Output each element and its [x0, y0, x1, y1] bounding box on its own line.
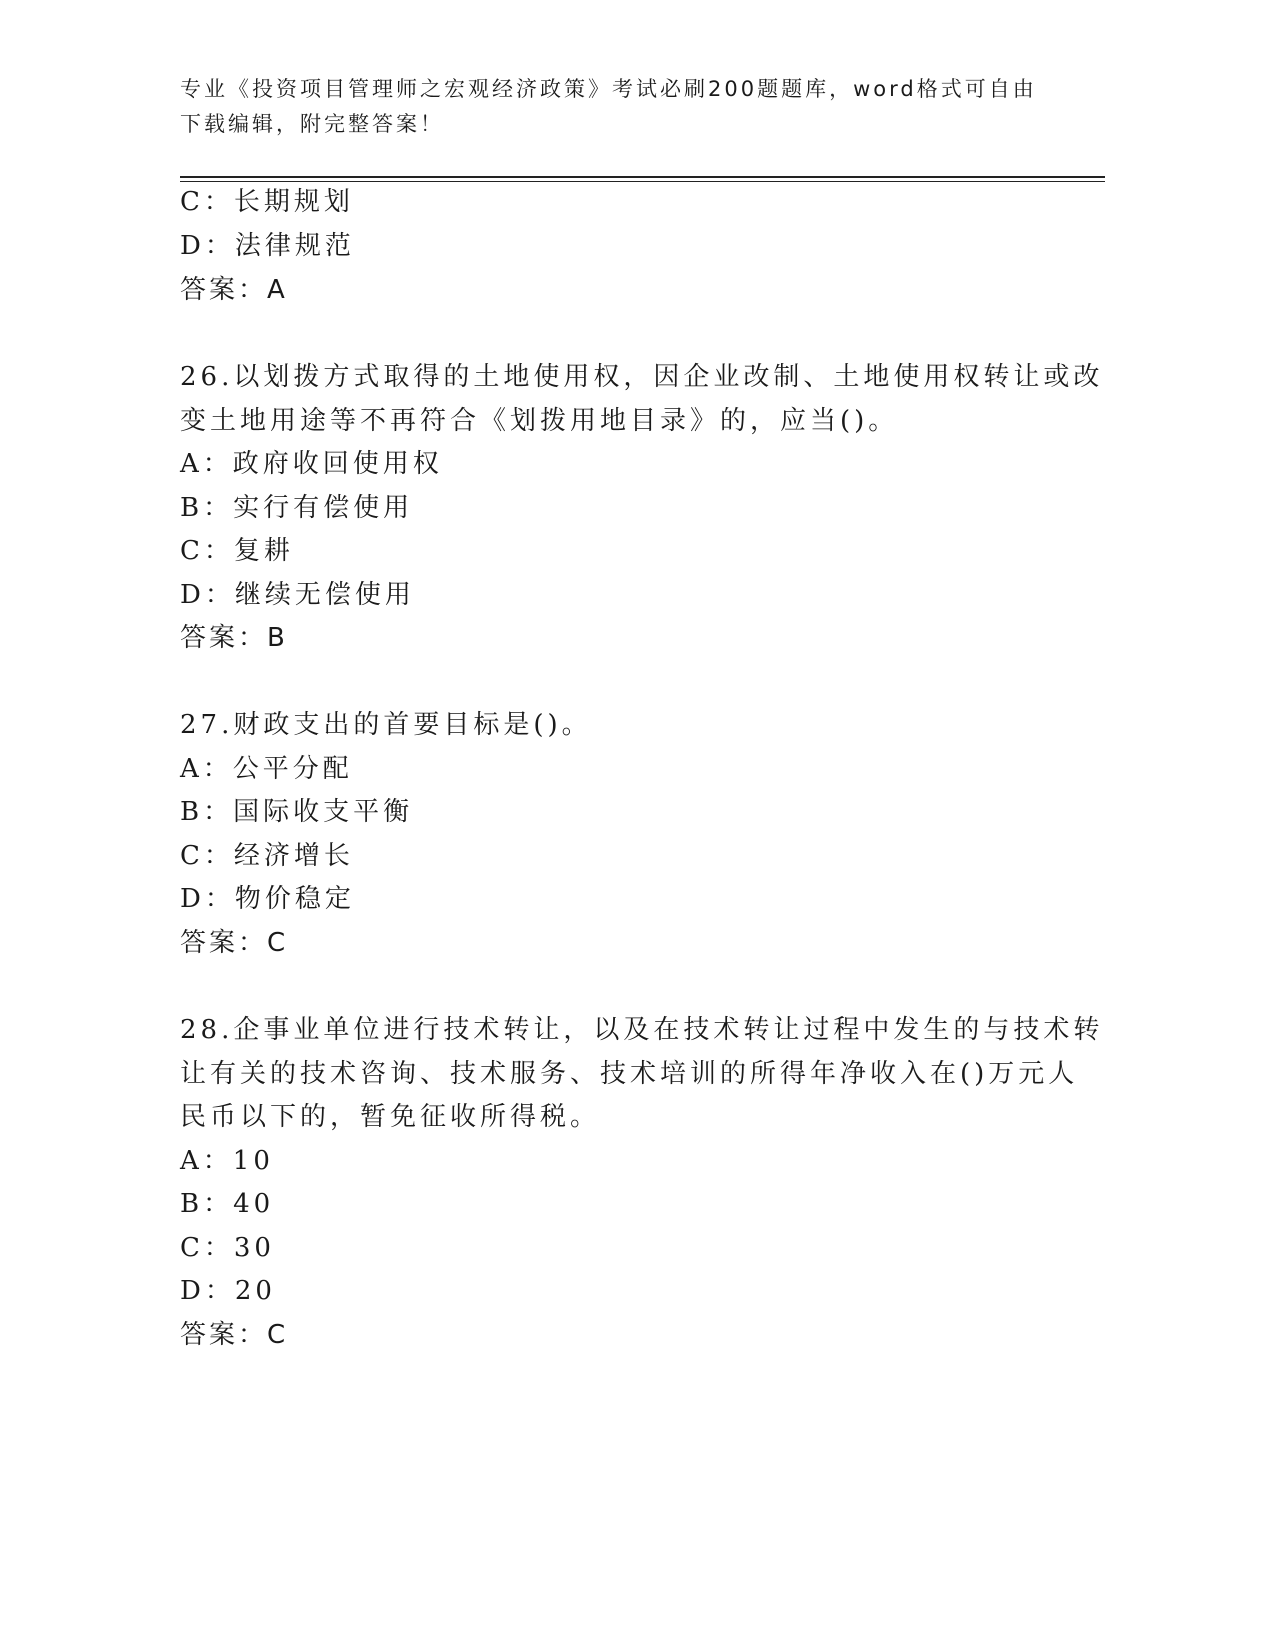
q27-option-c: C：经济增长: [180, 841, 354, 871]
q28-option-d: D：20: [180, 1276, 276, 1306]
q26-option-b: B：实行有偿使用: [180, 493, 414, 523]
header-divider-thick: [180, 176, 1105, 178]
q26-option-d: D：继续无偿使用: [180, 580, 415, 610]
q28-question-line-3: 民币以下的，暂免征收所得税。: [180, 1102, 601, 1132]
q27-question-line-1: 27.财政支出的首要目标是()。: [180, 710, 592, 740]
q25-option-d: D：法律规范: [180, 231, 355, 261]
q26-question-line-1: 26.以划拨方式取得的土地使用权，因企业改制、土地使用权转让或改: [180, 362, 1104, 392]
q26-option-c: C：复耕: [180, 536, 294, 566]
q28-option-b: B：40: [180, 1189, 275, 1219]
q26-question-line-2: 变土地用途等不再符合《划拨用地目录》的，应当()。: [180, 406, 899, 436]
q26-option-a: A：政府收回使用权: [180, 449, 443, 479]
q28-question-line-1: 28.企事业单位进行技术转让，以及在技术转让过程中发生的与技术转: [180, 1015, 1104, 1045]
q27-option-b: B：国际收支平衡: [180, 797, 414, 827]
header-line-2: 下载编辑，附完整答案！: [180, 112, 444, 136]
q28-option-c: C：30: [180, 1233, 275, 1263]
q28-question-line-2: 让有关的技术咨询、技术服务、技术培训的所得年净收入在()万元人: [180, 1059, 1079, 1089]
q27-option-a: A：公平分配: [180, 754, 353, 784]
q27-option-d: D：物价稳定: [180, 884, 355, 914]
header-line-1: 专业《投资项目管理师之宏观经济政策》考试必刷200题题库，word格式可自由: [180, 77, 1037, 101]
q26-answer: 答案：B: [180, 623, 288, 653]
header-divider-thin: [180, 181, 1105, 182]
document-header: [180, 72, 1080, 142]
q25-option-c: C：长期规划: [180, 187, 354, 217]
q28-answer: 答案：C: [180, 1320, 289, 1350]
q27-answer: 答案：C: [180, 928, 289, 958]
q25-answer: 答案：A: [180, 275, 288, 305]
q28-option-a: A：10: [180, 1146, 274, 1176]
